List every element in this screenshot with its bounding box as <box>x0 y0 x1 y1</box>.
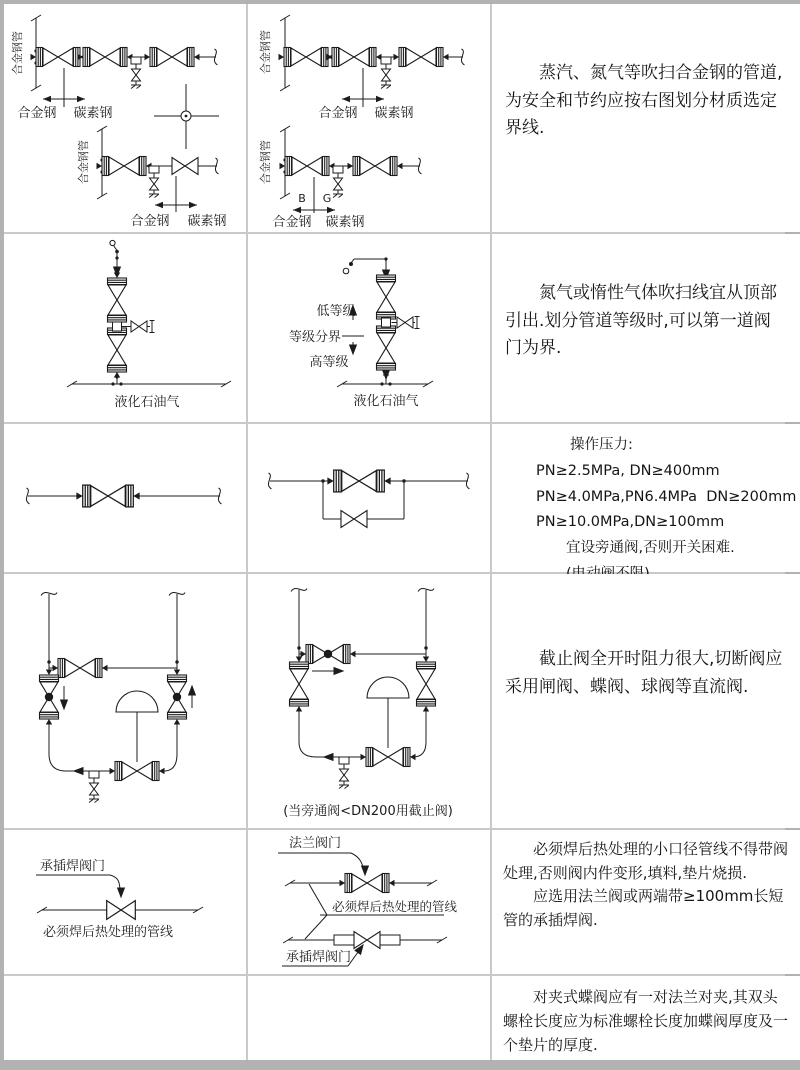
operating-pressure-note <box>492 424 800 588</box>
drain-valve-symbol <box>149 166 159 198</box>
closed-flanged-valve-symbol <box>168 670 187 725</box>
lpg-label: 液化石油气 <box>353 394 419 409</box>
guideline-table <box>4 4 797 1060</box>
flanged-valve-symbol <box>340 874 395 893</box>
flange-vs-socket-valve-diagram <box>248 830 490 974</box>
flanged-gate-valve-symbol <box>417 657 436 712</box>
note-text: 截止阀全开时阻力很大,切断阀应采用闸阀、蝶阀、球阀等直流阀. <box>505 649 783 697</box>
control-valve-symbol <box>361 748 416 767</box>
purge-line-material-split-diagram-2 <box>248 4 490 232</box>
small-valve-symbol <box>131 321 147 332</box>
r2-diagram-right-cell <box>248 234 490 422</box>
r3-note-cell <box>492 424 800 572</box>
pipe-end-cap <box>415 317 420 329</box>
lpg-top-purge-diagram-2 <box>248 234 490 422</box>
pipe-linework <box>291 588 434 760</box>
crosshair-symbol <box>181 111 191 121</box>
socket-weld-valve-label: 承插焊阀门 <box>286 950 352 965</box>
grade-g-label: G <box>322 192 332 205</box>
pipe-stub <box>334 935 355 945</box>
r5-note-cell <box>492 830 800 974</box>
r6-empty-left-cell <box>4 976 246 1060</box>
drain-valve-symbol <box>339 757 349 789</box>
carbon-steel-label: 碳素钢 <box>374 106 414 121</box>
pressure-spec-line: PN≥10.0MPa,DN≥100mm <box>536 514 725 531</box>
lpg-label: 液化石油气 <box>114 395 180 410</box>
grade-b-label: B <box>298 192 306 205</box>
alloy-pipe-vertical-label: 合金钢管 <box>77 140 90 184</box>
r5-diagram-right-cell <box>248 830 490 974</box>
flanged-gate-valve-symbol <box>108 273 127 328</box>
tee-fitting <box>382 318 391 327</box>
r1-diagram-left-cell <box>4 4 246 232</box>
note-text: 对夹式蝶阀应有一对法兰对夹,其双头螺栓长度应为标准螺栓长度加蝶阀厚度及一个垫片的厚度. <box>503 988 789 1054</box>
socket-weld-valve-symbol <box>354 932 380 949</box>
control-valve-station-diagram-2 <box>248 574 490 828</box>
pipe-stub <box>379 935 400 945</box>
carbon-steel-label: 碳素钢 <box>73 106 113 121</box>
bypass-valve-symbol <box>341 511 367 528</box>
grade-boundary-label: 等级分界 <box>288 330 342 345</box>
r5-diagram-left-cell <box>4 830 246 974</box>
drain-valve-symbol <box>131 57 141 89</box>
r4-diagram-left-cell <box>4 574 246 828</box>
heat-treated-line-label: 必须焊后热处理的管线 <box>42 925 174 940</box>
flanged-gate-valve-symbol <box>31 48 86 67</box>
gate-valve-symbol <box>172 158 198 175</box>
alloy-steel-label: 合金钢 <box>318 106 358 121</box>
flange-valve-label: 法兰阀门 <box>289 836 342 851</box>
small-valve-symbol <box>397 317 413 328</box>
lpg-top-purge-diagram-1 <box>4 234 246 422</box>
bypass-advice-line: 宜设旁通阀,否则开关困难. <box>566 540 735 557</box>
control-valve-station-diagram-1 <box>4 574 246 828</box>
r4-note-cell <box>492 574 800 828</box>
high-grade-label: 高等级 <box>309 355 349 370</box>
alloy-pipe-vertical-label: 合金钢管 <box>11 31 24 75</box>
carbon-steel-label: 碳素钢 <box>325 215 365 230</box>
r2-diagram-left-cell <box>4 234 246 422</box>
flanged-gate-valve-symbol <box>97 157 152 176</box>
flanged-gate-valve-symbol <box>78 48 133 67</box>
flanged-gate-valve-symbol <box>394 48 449 67</box>
pipe-linework <box>67 253 231 387</box>
r1-diagram-right-cell <box>248 4 490 232</box>
heat-treated-line-label: 必须焊后热处理的管线 <box>332 899 458 914</box>
flanged-gate-valve-symbol <box>377 321 396 376</box>
purge-line-material-split-diagram-1 <box>4 4 246 232</box>
r3-diagram-right-cell <box>248 424 490 572</box>
flanged-gate-valve-symbol <box>327 470 390 492</box>
alloy-steel-label: 合金钢 <box>130 214 170 229</box>
r2-note-cell <box>492 234 800 422</box>
bypass-flanged-valve-symbol <box>53 659 108 678</box>
flanged-gate-valve-symbol <box>280 157 335 176</box>
carbon-steel-label: 碳素钢 <box>187 214 227 229</box>
note-text: 氮气或惰性气体吹扫线宜从顶部引出.划分管道等级时,可以第一道阀门为界. <box>505 283 777 359</box>
diaphragm-actuator-symbol <box>367 677 409 698</box>
r4-diagram-right-cell <box>248 574 490 828</box>
valve-with-bypass-diagram <box>248 424 490 572</box>
drain-valve-symbol <box>333 166 343 198</box>
flanged-gate-valve-symbol <box>327 48 382 67</box>
alloy-steel-label: 合金钢 <box>17 106 57 121</box>
flanged-gate-valve-symbol <box>377 270 396 325</box>
r1-note-cell <box>492 4 800 232</box>
low-grade-label: 低等级 <box>316 304 356 319</box>
flanged-gate-valve-symbol <box>279 48 334 67</box>
r6-empty-middle-cell <box>248 976 490 1060</box>
flanged-gate-valve-symbol <box>145 48 200 67</box>
pipe-linework <box>36 875 203 913</box>
drain-valve-symbol <box>89 771 99 803</box>
alloy-steel-label: 合金钢 <box>272 215 312 230</box>
r6-note-cell <box>492 976 800 1060</box>
pipe-end-cap <box>150 321 155 333</box>
control-valve-symbol <box>110 762 165 781</box>
pipe-linework <box>280 15 465 213</box>
closed-flanged-valve-symbol <box>40 670 59 725</box>
closed-bypass-valve-symbol <box>301 645 356 664</box>
pressure-spec-line: PN≥4.0MPa,PN6.4MPa DN≥200mm <box>536 488 797 505</box>
flanged-gate-valve-symbol <box>290 657 309 712</box>
r3-diagram-left-cell <box>4 424 246 572</box>
socket-weld-valve-diagram <box>4 830 246 974</box>
vent-symbol <box>110 240 119 253</box>
alloy-pipe-vertical-label: 合金钢管 <box>259 30 272 74</box>
flanged-gate-valve-symbol <box>76 485 139 507</box>
note-text: 应选用法兰阀或两端带≥100mm长短管的承插焊阀. <box>503 887 784 930</box>
socket-weld-valve-label: 承插焊阀门 <box>40 859 106 874</box>
note-text: 蒸汽、氮气等吹扫合金钢的管道,为安全和节约应按右图划分材质选定界线. <box>505 63 783 139</box>
operating-pressure-title: 操作压力: <box>570 437 633 453</box>
socket-weld-valve-symbol <box>107 901 136 920</box>
tee-fitting <box>113 322 122 331</box>
pressure-spec-line: PN≥2.5MPa, DN≥400mm <box>536 462 720 479</box>
note-text: 必须焊后热处理的小口径管线不得带阀处理,否则阀内件变形,填料,垫片烧损. <box>503 840 789 882</box>
flanged-gate-valve-symbol <box>348 157 403 176</box>
single-valve-diagram <box>4 424 246 572</box>
alloy-pipe-vertical-label: 合金钢管 <box>259 140 272 184</box>
diagram-caption: (当旁通阀<DN200用截止阀) <box>283 804 453 819</box>
diaphragm-actuator-symbol <box>116 691 158 712</box>
drain-valve-symbol <box>381 57 391 89</box>
